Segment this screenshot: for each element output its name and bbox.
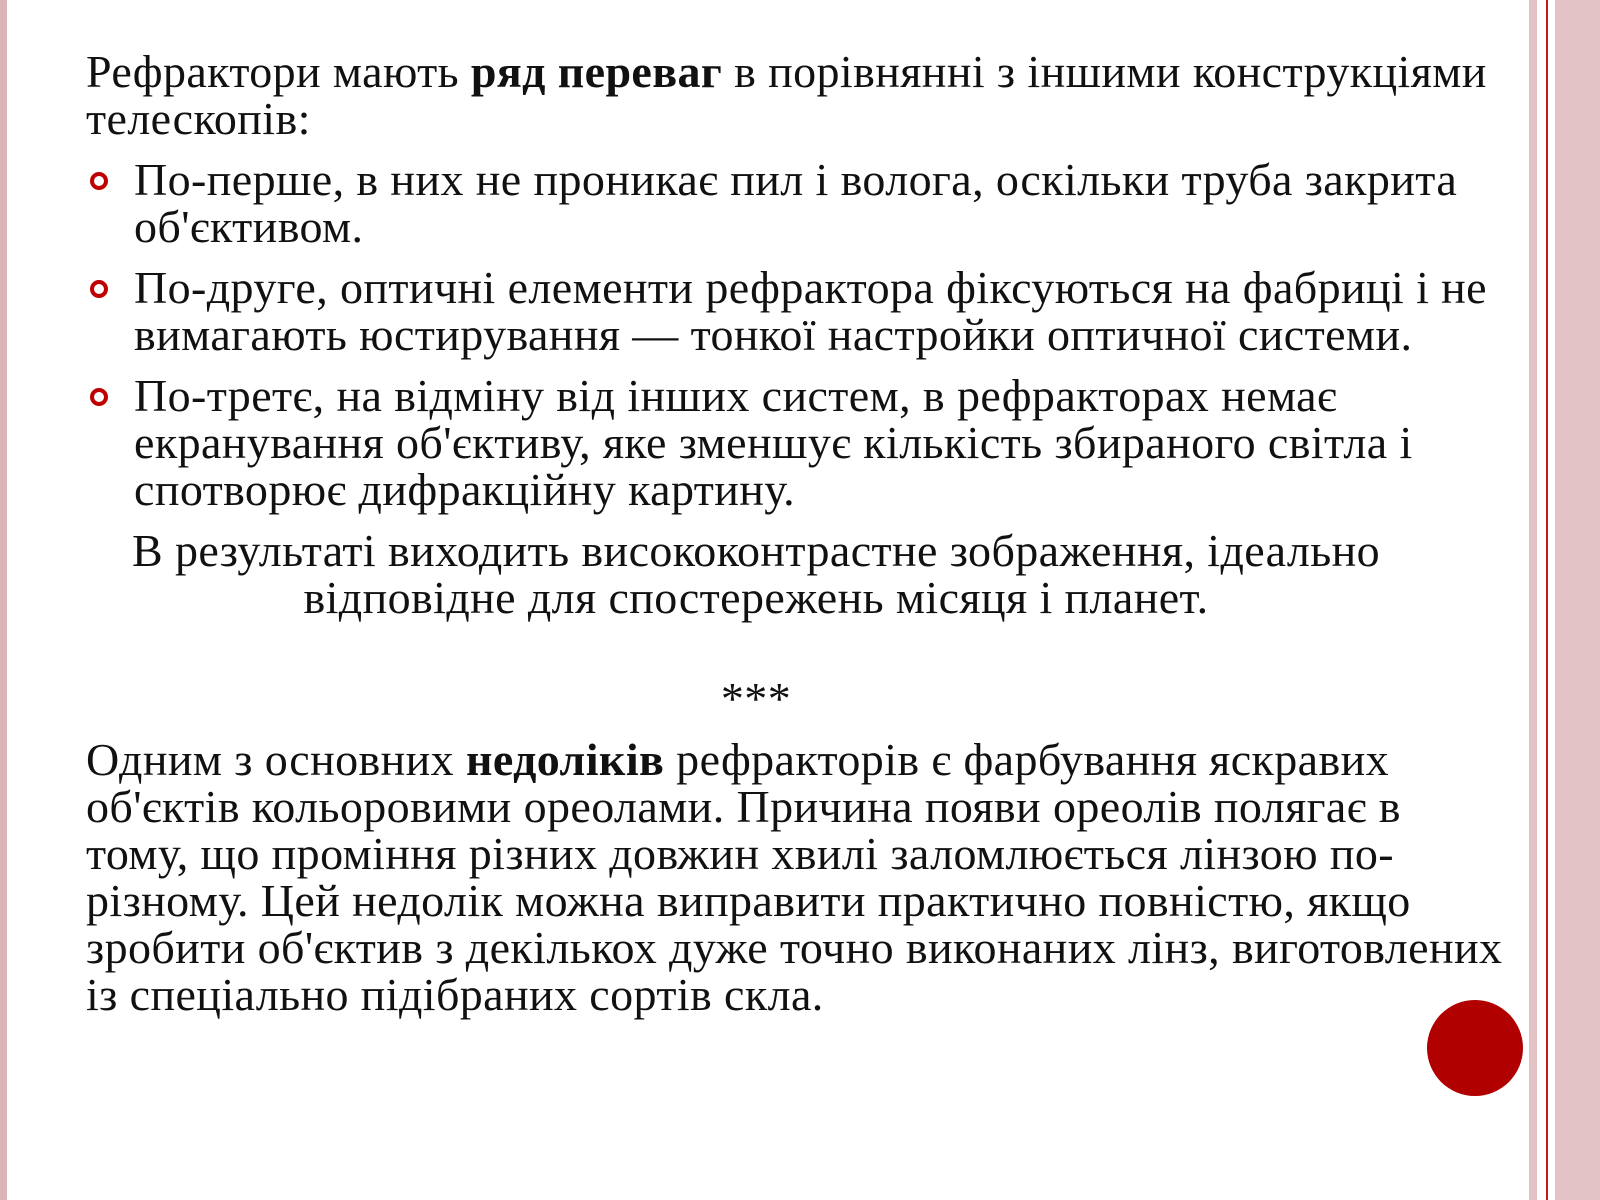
right-frame-red-line [1546, 0, 1548, 1200]
intro-paragraph [86, 48, 1506, 142]
section-separator: *** [720, 673, 792, 724]
outro-bold-phrase: недоліків [465, 734, 665, 785]
list-item-text: По-друге, оптичні елементи рефрактора фіксуються на фабриці і не вимагають юстирування — тонкої настройки оптичної системи. [134, 262, 1487, 360]
intro-bold-phrase: ряд переваг [470, 46, 723, 97]
list-item-text: По-третє, на відміну від інших систем, в рефракторах немає екранування об'єктиву, яке зменшує кількість збираного світла і спотворює дифракційну картину. [134, 370, 1413, 515]
intro-text-end: в порівнянні з іншими конструкціями телескопів: [86, 46, 1487, 144]
advantages-list [86, 156, 1506, 513]
left-frame-stripe [0, 0, 7, 1200]
right-frame-band [1555, 0, 1600, 1200]
right-frame-stripe [1529, 0, 1537, 1200]
list-item-text: По-перше, в них не проникає пил і волога, оскільки труба закрита об'єктивом. [134, 154, 1458, 252]
ring-bullet-icon [90, 280, 108, 298]
slide-content [86, 48, 1506, 1018]
ring-bullet-icon [90, 172, 108, 190]
list-item [86, 156, 1506, 250]
outro-text-end: рефракторів є фарбування яскравих об'єктів кольоровими ореолами. Причина появи ореолів полягає в тому, що проміння різних довжин хвилі заломлюється лінзою по-різному. Цей недолік можна виправити практично повністю, якщо зробити об'єктив з декількох дуже точно виконаних лінз, виготовлених із спеціально підібраних сортів скла. [86, 734, 1503, 1020]
red-circle-decoration [1427, 1000, 1523, 1096]
list-item [86, 372, 1506, 513]
outro-text-start: Одним з основних [86, 734, 466, 785]
list-item [86, 264, 1506, 358]
ring-bullet-icon [90, 388, 108, 406]
intro-text-start: Рефрактори мають [86, 46, 471, 97]
disadvantages-paragraph [86, 736, 1506, 1018]
conclusion-paragraph: В результаті виходить висококонтрастне зображення, ідеально відповідне для спостережень місяця і планет. [131, 525, 1381, 623]
